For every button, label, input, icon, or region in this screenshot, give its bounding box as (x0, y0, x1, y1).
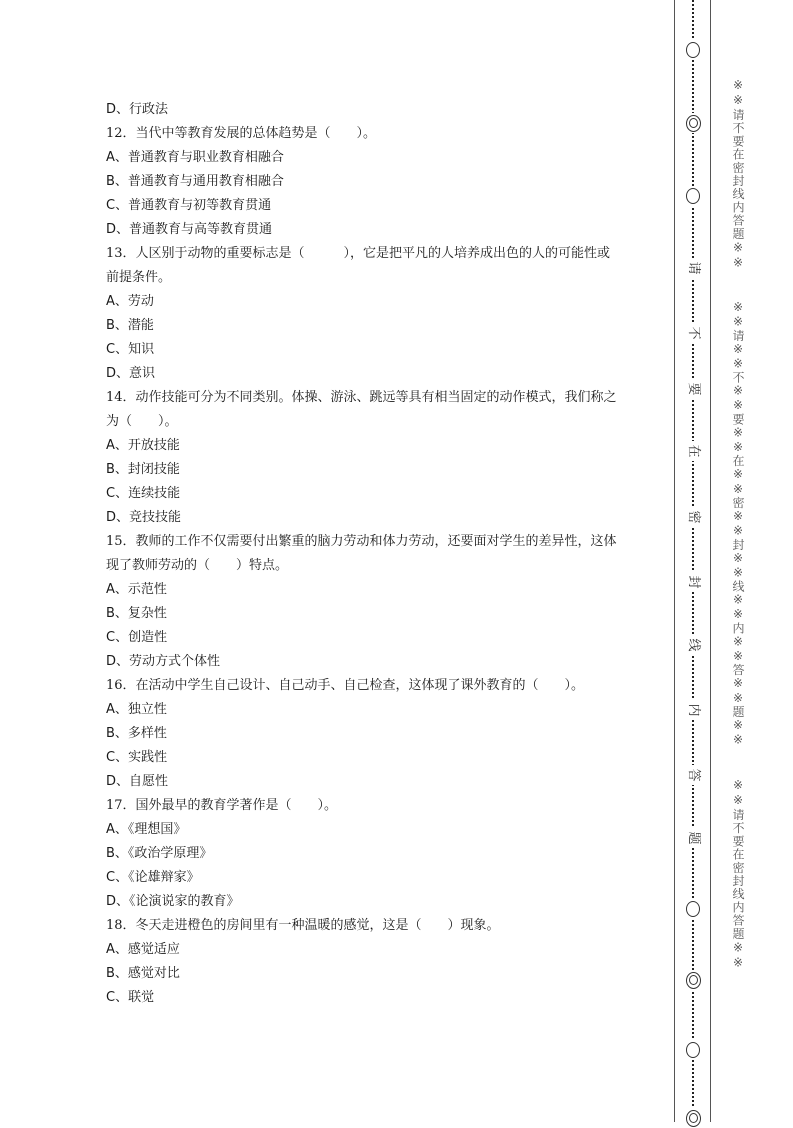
answer-option: D、劳动方式个体性 (106, 654, 221, 669)
question-text: 冬天走进橙色的房间里有一种温暖的感觉，这是（ ）现象。 (135, 918, 500, 933)
question-stem (106, 530, 662, 554)
double-circle-icon (683, 970, 703, 990)
question-number: 14． (106, 390, 136, 405)
question-continuation: 现了教师劳动的（ ）特点。 (106, 558, 289, 573)
seal-warning-middle: ※※请※※不※※要※※在※※密※※封※※线※※内※※答※※题※※ (731, 300, 745, 748)
seal-warning-top: ※※请不要在密封线内答题※※ (731, 78, 745, 271)
answer-option: C、创造性 (106, 630, 168, 645)
question-stem (106, 914, 662, 938)
exam-questions (106, 98, 662, 1010)
double-circle-icon (683, 1108, 703, 1128)
answer-option: B、封闭技能 (106, 462, 180, 477)
answer-option: A、感觉适应 (106, 942, 180, 957)
question-text: 人区别于动物的重要标志是（ ），它是把平凡的人培养成出色的人的可能性或 (135, 246, 611, 261)
answer-option: D、自愿性 (106, 774, 169, 789)
answer-option: C、《论雄辩家》 (106, 870, 200, 885)
answer-option: B、多样性 (106, 726, 167, 741)
question-text: 当代中等教育发展的总体趋势是（ ）。 (135, 126, 377, 141)
seal-line-char: 内 (684, 700, 702, 720)
question-stem (106, 674, 662, 698)
seal-line-char: 封 (684, 572, 702, 592)
answer-option: C、知识 (106, 342, 155, 357)
question-number: 17． (106, 798, 136, 813)
question-text: 国外最早的教育学著作是（ ）。 (135, 798, 338, 813)
question-number: 16． (106, 678, 136, 693)
question-number: 15． (106, 534, 136, 549)
binding-line-strip (674, 0, 711, 1122)
answer-option: D、意识 (106, 366, 156, 381)
answer-option: C、联觉 (106, 990, 155, 1005)
question-stem (106, 122, 662, 146)
answer-option: C、连续技能 (106, 486, 181, 501)
answer-option: D、《论演说家的教育》 (106, 894, 240, 909)
dotted-seal-line (692, 0, 694, 1122)
seal-line-char: 题 (684, 828, 702, 848)
question-text: 动作技能可分为不同类别。体操、游泳、跳远等具有相当固定的动作模式，我们称之 (135, 390, 617, 405)
circle-icon (683, 1040, 703, 1060)
question-text: 教师的工作不仅需要付出繁重的脑力劳动和体力劳动，还要面对学生的差异性，这体 (135, 534, 617, 549)
seal-line-char: 要 (684, 379, 702, 399)
circle-icon (683, 40, 703, 60)
question-continuation: 前提条件。 (106, 270, 172, 285)
answer-option: A、开放技能 (106, 438, 180, 453)
question-continuation: 为（ ）。 (106, 414, 178, 429)
answer-option: B、复杂性 (106, 606, 167, 621)
answer-option: A、独立性 (106, 702, 167, 717)
seal-line-char: 答 (684, 765, 702, 785)
seal-warning-bottom: ※※请不要在密封线内答题※※ (731, 778, 745, 971)
double-circle-icon (683, 113, 703, 133)
answer-option: B、潜能 (106, 318, 154, 333)
answer-option: D、普通教育与高等教育贯通 (106, 222, 273, 237)
question-number: 12． (106, 126, 136, 141)
circle-icon (683, 899, 703, 919)
answer-option: A、劳动 (106, 294, 154, 309)
answer-option: C、实践性 (106, 750, 168, 765)
question-stem (106, 794, 662, 818)
question-stem (106, 242, 662, 266)
seal-line-char: 线 (684, 635, 702, 655)
question-number: 13． (106, 246, 136, 261)
answer-option: B、普通教育与通用教育相融合 (106, 174, 284, 189)
answer-option: B、《政治学原理》 (106, 846, 213, 861)
answer-option: A、普通教育与职业教育相融合 (106, 150, 284, 165)
answer-option: B、感觉对比 (106, 966, 180, 981)
answer-option: A、示范性 (106, 582, 167, 597)
answer-option: C、普通教育与初等教育贯通 (106, 198, 272, 213)
seal-line-char: 请 (684, 258, 702, 278)
question-number: 18． (106, 918, 136, 933)
answer-option: D、竞技技能 (106, 510, 182, 525)
circle-icon (683, 186, 703, 206)
answer-option: A、《理想国》 (106, 822, 187, 837)
question-text: 在活动中学生自己设计、自己动手、自己检查，这体现了课外教育的（ ）。 (135, 678, 585, 693)
seal-line-char: 不 (684, 323, 702, 343)
answer-option: D、行政法 (106, 102, 169, 117)
question-stem (106, 386, 662, 410)
seal-line-char: 密 (684, 507, 702, 527)
seal-line-char: 在 (684, 441, 702, 461)
